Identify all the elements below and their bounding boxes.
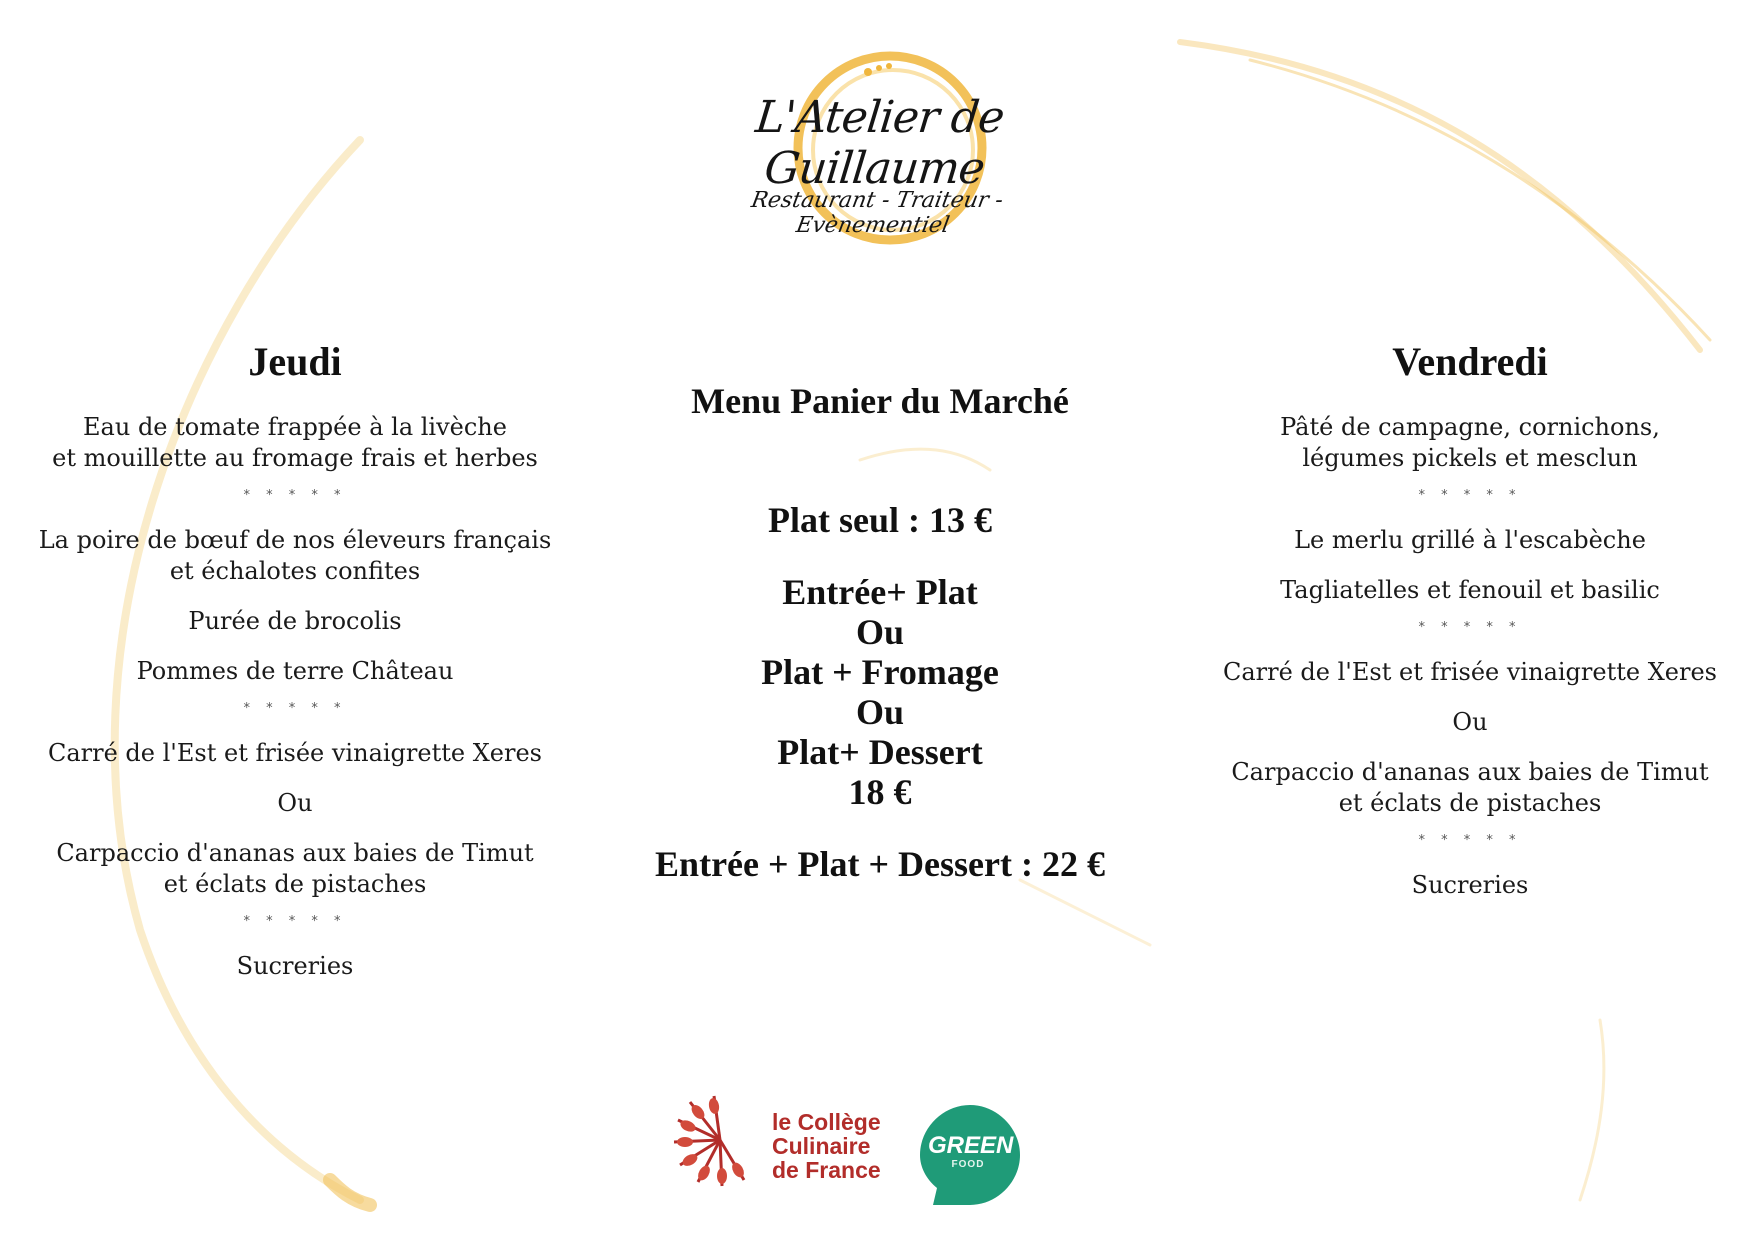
vendredi-column [1205, 340, 1735, 901]
vendredi-title: Vendredi [1392, 339, 1548, 384]
menu-item: Pâté de campagne, cornichons, légumes pickels et mesclun [1280, 413, 1660, 472]
menu-item: Carpaccio d'ananas aux baies de Timut et éclats de pistaches [56, 839, 534, 898]
menu-item: Eau de tomate frappée à la livèche et mouillette au fromage frais et herbes [52, 413, 538, 472]
menu-item: Carré de l'Est et frisée vinaigrette Xeres [47, 739, 542, 767]
menu-item: Sucreries [236, 952, 354, 980]
vendredi-menu-list [1205, 412, 1735, 901]
logo-title: L'Atelier de Guillaume [753, 92, 1007, 194]
formula-line: Entrée+ Plat [782, 572, 978, 612]
formula-line: Plat + Fromage [761, 652, 999, 692]
separator: * * * * * [1418, 620, 1522, 635]
jeudi-menu-list [30, 412, 560, 982]
partner-logos [670, 1080, 1070, 1200]
menu-item: La poire de bœuf de nos éleveurs français et échalotes confites [38, 526, 552, 585]
separator: * * * * * [243, 914, 347, 929]
menu-item: Tagliatelles et fenouil et basilic [1280, 576, 1660, 604]
menu-item: Sucreries [1411, 871, 1529, 899]
menu-item: Carpaccio d'ananas aux baies de Timut et éclats de pistaches [1231, 758, 1709, 817]
logo-subtitle: Restaurant - Traiteur - Evènementiel [749, 188, 1006, 238]
separator: * * * * * [1418, 833, 1522, 848]
jeudi-title: Jeudi [248, 339, 342, 384]
green-food-sub: FOOD [951, 1159, 985, 1170]
menu-item: Purée de brocolis [188, 607, 402, 635]
college-line: Culinaire [772, 1133, 871, 1159]
plat-seul-price: Plat seul : 13 € [768, 500, 992, 540]
formula-line: Plat+ Dessert [777, 732, 983, 772]
menu-item: Ou [277, 789, 313, 817]
separator: * * * * * [243, 488, 347, 503]
full-menu-price: Entrée + Plat + Dessert : 22 € [655, 844, 1105, 884]
green-food-label: GREEN [928, 1132, 1014, 1159]
separator: * * * * * [1418, 488, 1522, 503]
menu-item: Le merlu grillé à l'escabèche [1294, 526, 1646, 554]
pricing-column [600, 380, 1160, 884]
college-culinaire-icon [670, 1090, 770, 1190]
college-culinaire-label [772, 1110, 881, 1182]
formula-line: Ou [855, 612, 905, 652]
menu-title: Menu Panier du Marché [691, 381, 1069, 421]
restaurant-logo [655, 38, 1095, 258]
formula-line: Ou [855, 692, 905, 732]
menu-item: Pommes de terre Château [136, 657, 454, 685]
menu-item: Ou [1452, 708, 1488, 736]
separator: * * * * * [243, 701, 347, 716]
college-line: le Collège [772, 1109, 881, 1135]
menu-item: Carré de l'Est et frisée vinaigrette Xeres [1222, 658, 1717, 686]
college-line: de France [772, 1157, 881, 1183]
formula-price: 18 € [848, 772, 912, 812]
jeudi-column [30, 340, 560, 982]
